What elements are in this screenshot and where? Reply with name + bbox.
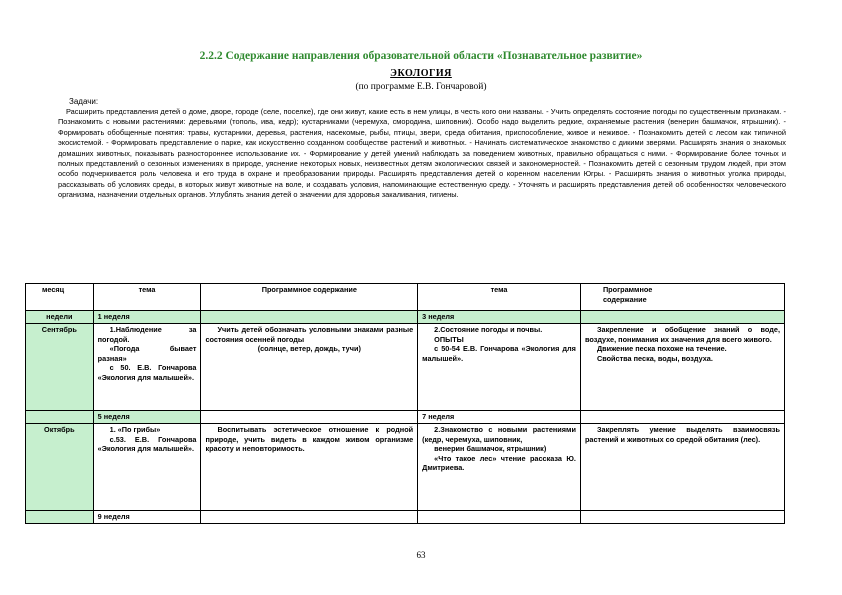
month-october: Октябрь xyxy=(26,424,94,511)
weeks-label: недели xyxy=(26,311,94,324)
table-row xyxy=(26,411,785,424)
header-theme-1: тема xyxy=(93,284,201,311)
week-empty-cell xyxy=(580,411,784,424)
week-empty-cell xyxy=(418,511,581,524)
header-content-1: Программное содержание xyxy=(201,284,418,311)
week-empty-cell xyxy=(580,311,784,324)
week-empty-cell xyxy=(580,511,784,524)
program-note: (по программе Е.В. Гончаровой) xyxy=(355,82,487,92)
table-header-row xyxy=(26,284,785,311)
header-theme-2: тема xyxy=(418,284,581,311)
week-9: 9 неделя xyxy=(93,511,201,524)
table-row xyxy=(26,511,785,524)
header-month: месяц xyxy=(26,284,94,311)
september-content-2: Закрепление и обобщение знаний о воде, воздухе, понимания их значения для всего живого. Движение песка похоже на течение. Свойства песка, воды, воздуха. xyxy=(580,324,784,411)
september-theme-1: 1.Наблюдение за погодой. «Погода бывает разная» с 50. Е.В. Гончарова «Экология для малышей». xyxy=(93,324,201,411)
week-empty-cell xyxy=(201,411,418,424)
october-content-2: Закреплять умение выделять взаимосвязь растений и животных со средой обитания (лес). xyxy=(580,424,784,511)
page-number: 63 xyxy=(416,550,426,560)
month-september: Сентябрь xyxy=(26,324,94,411)
week-5: 5 неделя xyxy=(93,411,201,424)
week-7: 7 неделя xyxy=(418,411,581,424)
week-empty-cell xyxy=(26,411,94,424)
section-subtitle: ЭКОЛОГИЯ xyxy=(390,68,452,79)
september-theme-2: 2.Состояние погоды и почвы. ОПЫТЫ с 50-54 Е.В. Гончарова «Экология для малышей». xyxy=(418,324,581,411)
table-row xyxy=(26,311,785,324)
table-row xyxy=(26,424,785,511)
week-empty-cell xyxy=(26,511,94,524)
section-heading: 2.2.2 Содержание направления образовательной области «Познавательное развитие» xyxy=(199,50,643,62)
september-content-1: Учить детей обозначать условными знаками разные состояния осенней погоды (солнце, ветер, дождь, тучи) xyxy=(201,324,418,411)
tasks-label: Задачи: xyxy=(69,97,99,106)
table-row xyxy=(26,324,785,411)
october-theme-1: 1. «По грибы» с.53. Е.В. Гончарова «Экология для малышей». xyxy=(93,424,201,511)
october-theme-2: 2.Знакомство с новыми растениями (кедр, черемуха, шиповник, венерин башмачок, ятрышник) «Что такое лес» чтение рассказа Ю. Дмитриева. xyxy=(418,424,581,511)
week-1: 1 неделя xyxy=(93,311,201,324)
header-content-2: Программное содержание xyxy=(580,284,784,311)
plan-table xyxy=(25,283,785,524)
week-3: 3 неделя xyxy=(418,311,581,324)
october-content-1: Воспитывать эстетическое отношение к родной природе, учить видеть в каждом живом организме красоту и неповторимость. xyxy=(201,424,418,511)
tasks-paragraph: Расширить представления детей о доме, дворе, городе (селе, поселке), где они живут, какие есть в нем улицы, в честь кого они названы. - Учить определять состояние погоды по существенным признакам. - Познакомить с новыми растениями: деревьями (тополь, ива, кедр); кустарниками (черемуха, смородина, шиповник). Особо надо выделить редкие, охраняемые растения (венерин башмачок, ятрышник). - Формировать обобщенные понятия: травы, кустарники, деревья, растения, насекомые, рыбы, птицы, звери, среда обитания, приспособление, живое и неживое. - Познакомить детей с лесом как типичной экосистемой. - Формировать представление о парке, как искусственно созданном сообществе растений и животных. - Начинать систематическое знакомство с дикими зверями. Расширять знания о знакомых домашних животных, показывать разностороннее использование их. - Формирование у детей умений наблюдать за поведением животных, правильно обращаться с ними. - Формирование более точных и полных представлений о сезонных изменениях в природе, уяснение некоторых новых, неизвестных детям экологических связей и закономерностей. - Познакомить детей с сезонным трудом людей, при этом особо подчеркивается роль человека и его труда в охране и преобразовании природы. Расширять представления детей о коренном населении Югры. - Расширять знания о животных уголка природы, рассказывать об условиях среды, в которых живут животные на воле, и создавать условия, напоминающие естественную среду. - Уточнять и расширять представления детей об особенностях человеческого организма, назначении отдельных органов. Углублять знания детей о значении для здоровья закаливания, гигиены. xyxy=(58,107,786,200)
week-empty-cell xyxy=(201,511,418,524)
week-empty-cell xyxy=(201,311,418,324)
